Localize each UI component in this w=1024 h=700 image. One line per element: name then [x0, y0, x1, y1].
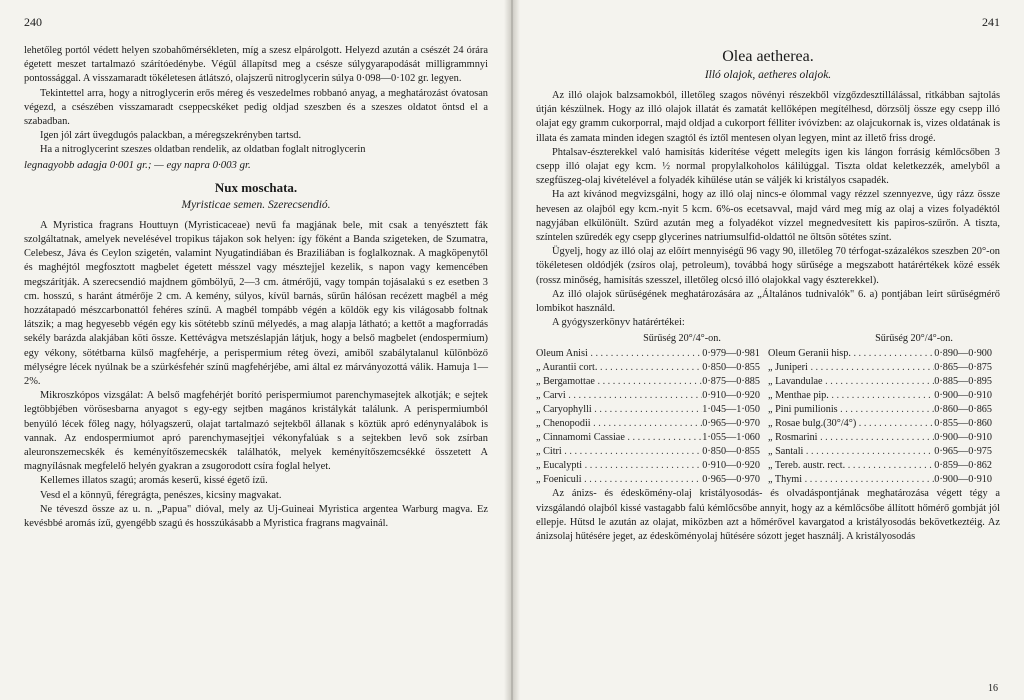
oil-name: „ Santali . . .: [768, 445, 934, 459]
table-cell-pair: [536, 473, 768, 487]
density-value: 0·900—0·910: [934, 473, 1000, 487]
table-cell-pair: [768, 473, 1000, 487]
table-cell-pair: [536, 375, 768, 389]
oil-name: „ Rosmarini . . .: [768, 431, 934, 445]
paragraph: lehetőleg portól védett helyen szobahőmérsékleten, míg a szesz elpárolgott. Helyezd azután a csészét 24 órára égetett meszet tartalmazó szárítóedénybe. Végül állapítsd meg a csésze súlygyarapodását milligrammnyi pontossággal. A visszamaradt tökéletesen átlátszó, olajszerű nitroglycerin súlya 0·098—0·102 gr. legyen.: [24, 45, 488, 85]
density-value: 0·910—0·920: [702, 389, 768, 403]
oil-name: „ Menthae pip. . . .: [768, 389, 934, 403]
density-value: 0·850—0·855: [702, 361, 768, 375]
density-table: [536, 332, 1000, 487]
page-number-left: 240: [24, 15, 42, 29]
density-value: 0·890—0·900: [934, 347, 1000, 361]
table-row: [536, 389, 1000, 403]
page-subtitle: Illó olajok, aetheres olajok.: [704, 69, 832, 81]
paragraph: Ha a nitroglycerint szeszes oldatban rendelik, az oldatban foglalt nitroglycerin: [40, 144, 366, 156]
table-row: [536, 473, 1000, 487]
paragraph: Phtalsav-észterekkel való hamisítás kiderítése végett melegíts igen kis lángon forrásig kémlőcsőben 3 csepp illó olajat egy kcm. ½ normal propylalkoholos kálilúggal. Tiszta oldat keletkezzék, amelyből a szegfűszeg-olaj kivételével a folyadék kihűlése után se váljék ki kristályos csapadék.: [536, 146, 1000, 187]
paragraph: Ha azt kívánod megvizsgálni, hogy az illó olaj nincs-e ólommal vagy rézzel szennyezve, úgy rázz össze hevesen az olajból egy kcm.-nyit 5 kcm. 6%-os ecetsavval, majd várd meg míg az olaj a vizes folyadéktól nagyjában elkülönült. Szűrd azután meg a folyadékot vízzel megnedvesített kis papiros-szűrőn. A tiszta, színtelen szűredék egy csepp glycerines natriumsulfid-oldattól ne öltsön sötétes színt.: [536, 189, 1000, 244]
paragraph: Tekintettel arra, hogy a nitroglycerin erős méreg és veszedelmes robbanó anyag, a meghatározást óvatosan végezd, a csészében visszamaradt cseppecskéket pedig oldjad szeszben és a szeszes oldatot öntsd el a szabadban.: [24, 87, 488, 128]
table-cell-pair: [536, 459, 768, 473]
oil-name: „ Thymi . . .: [768, 473, 934, 487]
signature-mark: 16: [988, 683, 998, 694]
oil-name: „ Rosae bulg.(30°/4°) . . .: [768, 417, 934, 431]
paragraph: Ügyelj, hogy az illó olaj az előírt mennyiségű 96 vagy 90, illetőleg 70 térfogat-százalékos szeszben 20°-on tökéletesen oldódjék (zsíros olaj, petroleum), továbbá hogy sűrűsége a megszabott határértékek közé essék (rossz minőség, hamisítás szesszel, illetőleg olcsó illó olajokkal vagy észterekkel).: [536, 246, 1000, 286]
table-header: Sűrűség 20°/4°-on.: [875, 333, 953, 345]
table-row: [536, 403, 1000, 417]
density-value: 0·900—0·910: [934, 389, 1000, 403]
oil-name: „ Lavandulae . . .: [768, 375, 934, 389]
table-cell-pair: [536, 445, 768, 459]
table-cell-pair: [536, 347, 768, 361]
oil-name: „ Eucalypti . . .: [536, 459, 702, 473]
table-cell-pair: [536, 361, 768, 375]
table-row: [536, 361, 1000, 375]
table-row: [536, 375, 1000, 389]
dose-line: legnagyobb adagja 0·001 gr.; — egy napra 0·003 gr.: [24, 158, 251, 171]
section-subtitle: Myristicae semen. Szerecsendió.: [181, 198, 331, 211]
density-value: 0·965—0·970: [702, 417, 768, 431]
table-cell-pair: [768, 417, 1000, 431]
right-page: [518, 0, 1024, 700]
paragraph: Mikroszkópos vizsgálat: A belső magfehérjét borító perispermiumot parenchymasejtek alkotják; e sejtek legtöbbjében vörösesbarna anyagot s egy-egy sejtben magános kristálykát találunk. A perispermiumból benyúló lécek főleg nagy, hólyagszerű, olajat tartalmazó sejtekből állanak s köztük apró edénynyalábok is vannak. Az endospermiumot apró parenchymasejtjei vékonyfalúak s a sejtekben levő sok zsírban aleuronszemecskék és keményítőszemecskék találhatók, melyek keményítőszemcsékké összetett A magnyílásnak megfelelő helyén gyakran a zsugorodott csíra foglal helyet.: [24, 390, 488, 473]
paragraph: Az illó olajok sűrűségének meghatározására az „Általános tudnivalók" 6. a) pontjában leírt sűrűségmérő lombikot használd.: [536, 288, 1000, 315]
table-body: [536, 347, 1000, 488]
table-header: Sűrűség 20°/4°-on.: [643, 333, 721, 345]
table-cell-pair: [768, 403, 1000, 417]
density-value: 0·855—0·860: [934, 417, 1000, 431]
table-row: [536, 431, 1000, 445]
density-value: 0·979—0·981: [702, 347, 768, 361]
table-caption: A gyógyszerkönyv határértékei:: [552, 317, 685, 329]
table-cell-pair: [768, 431, 1000, 445]
oil-name: Oleum Geranii hisp. . . .: [768, 347, 934, 361]
density-value: 1·055—1·060: [702, 431, 768, 445]
density-value: 0·965—0·970: [702, 473, 768, 487]
oil-name: „ Chenopodii . . .: [536, 417, 702, 431]
table-cell-pair: [768, 375, 1000, 389]
oil-name: „ Bergamottae . . .: [536, 375, 702, 389]
oil-name: „ Citri . . .: [536, 445, 702, 459]
oil-name: Oleum Anisi . . .: [536, 347, 702, 361]
paragraph: Az illó olajok balzsamokból, illetőleg szagos növényi részekből vízgőzdesztillálással, ritkábban sajtolás útján készülnek. Hogy az illó olajok illatát és zamatát kellőképen megítélhesd, dörzsölj össze egy csepp illó olajat egy gramm cukorporral, majd oldjad a cukorport félliter ivóvízben: az olajcukornak is, vizes oldatának is illata és zamata minden idegen szagtól és íztől mentesen olyan legyen, mint az illető friss drogé.: [536, 90, 1000, 144]
table-header-row: [536, 332, 1000, 346]
oil-name: „ Pini pumilionis . . .: [768, 403, 934, 417]
density-value: 0·900—0·910: [934, 431, 1000, 445]
table-cell-pair: [536, 417, 768, 431]
table-cell-pair: [768, 445, 1000, 459]
table-row: [536, 347, 1000, 361]
section-title: Nux moschata.: [214, 179, 298, 195]
density-value: 0·865—0·875: [934, 361, 1000, 375]
table-row: [536, 459, 1000, 473]
oil-name: „ Caryophylli . . .: [536, 403, 702, 417]
oil-name: „ Juniperi . . .: [768, 361, 934, 375]
oil-name: „ Foeniculi . . .: [536, 473, 702, 487]
oil-name: „ Aurantii cort. . . .: [536, 361, 702, 375]
density-value: 0·965—0·975: [934, 445, 1000, 459]
table-cell-pair: [536, 431, 768, 445]
density-value: 0·850—0·855: [702, 445, 768, 459]
oil-name: „ Cinnamomi Cassiae . . .: [536, 431, 702, 445]
paragraph: Ne téveszd össze az u. n. „Papua" dióval, mely az Uj-Guineai Myristica argentea Warburg magva. Ez kevésbbé aromás ízű, gyengébb szagú és hosszúkásabb a Myristica fragrans magvainál.: [24, 503, 488, 530]
table-cell-pair: [536, 389, 768, 403]
oil-name: „ Carvi . . .: [536, 389, 702, 403]
table-cell-pair: [768, 347, 1000, 361]
density-value: 0·875—0·885: [702, 375, 768, 389]
paragraph: Kellemes illatos szagú; aromás keserű, kissé égető ízű.: [40, 475, 268, 487]
table-cell-pair: [768, 459, 1000, 473]
table-cell-pair: [536, 403, 768, 417]
density-value: 0·860—0·865: [934, 403, 1000, 417]
density-value: 0·885—0·895: [934, 375, 1000, 389]
density-value: 0·910—0·920: [702, 459, 768, 473]
paragraph: Igen jól zárt üvegdugós palackban, a méregszekrényben tartsd.: [40, 130, 302, 142]
oil-name: „ Tereb. austr. rect. . . .: [768, 459, 934, 473]
density-value: 1·045—1·050: [702, 403, 768, 417]
table-row: [536, 445, 1000, 459]
page-title: Olea aetherea.: [722, 48, 814, 65]
table-cell-pair: [768, 389, 1000, 403]
table-cell-pair: [768, 361, 1000, 375]
left-page: [0, 0, 506, 700]
paragraph: Az ánizs- és édeskömény-olaj kristályosodás- és olvadáspontjának meghatározása végett tégy a vizsgálandó olajból kissé vastagabb falú kémlőcsőbe annyit, hogy az a kémlőcsőbe állított hőmérő gombját jól ellepje. Hűtsd le azután az olajat, miközben azt a hőmérővel kavargatod a kristályosodás bekövetkeztéig. Az ánizsolaj hűtésére jeget, az édesköményolaj hűtésére sózott jeget használj. A kristályosodás: [536, 488, 1000, 543]
page-number-right: 241: [982, 15, 1000, 29]
paragraph: Vesd el a könnyű, féregrágta, penészes, kicsiny magvakat.: [40, 489, 282, 501]
table-row: [536, 417, 1000, 431]
density-value: 0·859—0·862: [934, 459, 1000, 473]
paragraph: A Myristica fragrans Houttuyn (Myristicaceae) nevű fa magjának bele, mit csak a tenyésztett fák szolgáltatnak, amelyek nevelésével tropikus tájakon sok helyen: így főként a Banda szigeteken, de Szumatra, Celebesz, Jáva és Ceylon szigetén, valamint Nyugatindiában és Braziliában is foglalkoznak. A magköpenytől és maghéjtól megfosztott magbelet égetett mésszel vagy mésztejjel kezelik, s napon vagy kemencében megszárítják. A szerecsendió majdnem gömbölyű, 2—3 cm. átmérőjű, vagy tompán tojásalakú s ez esetben 3 cm. hosszú, s haránt átmérője 2 cm. A kemény, súlyos, kívül barnás, sűrűn hálósan recézett magbél a még hozzátapadó mészcarbonattól fehéres színű. A magbél tompább végén a köldök egy kis világosabb foltnak látszik; a mag hegyesebb végén egy kis sötétebb színű mélyedés, a mag alapja látható; a kettőt a magforradás sekély barázda alakjában köti össze. Kettévágva metszéslapján látjuk, hogy a belső magbelet (endospermium) egy vékony, sötétbarna külső magfehérje, a perispermium réteg övezi, amiből szabálytalanul különböző mélységre lécek nyúlnak be a szürkésfehér színű magfehérjébe, ami által ez márványozottá válik. Hamuja 1—2%.: [24, 219, 488, 388]
